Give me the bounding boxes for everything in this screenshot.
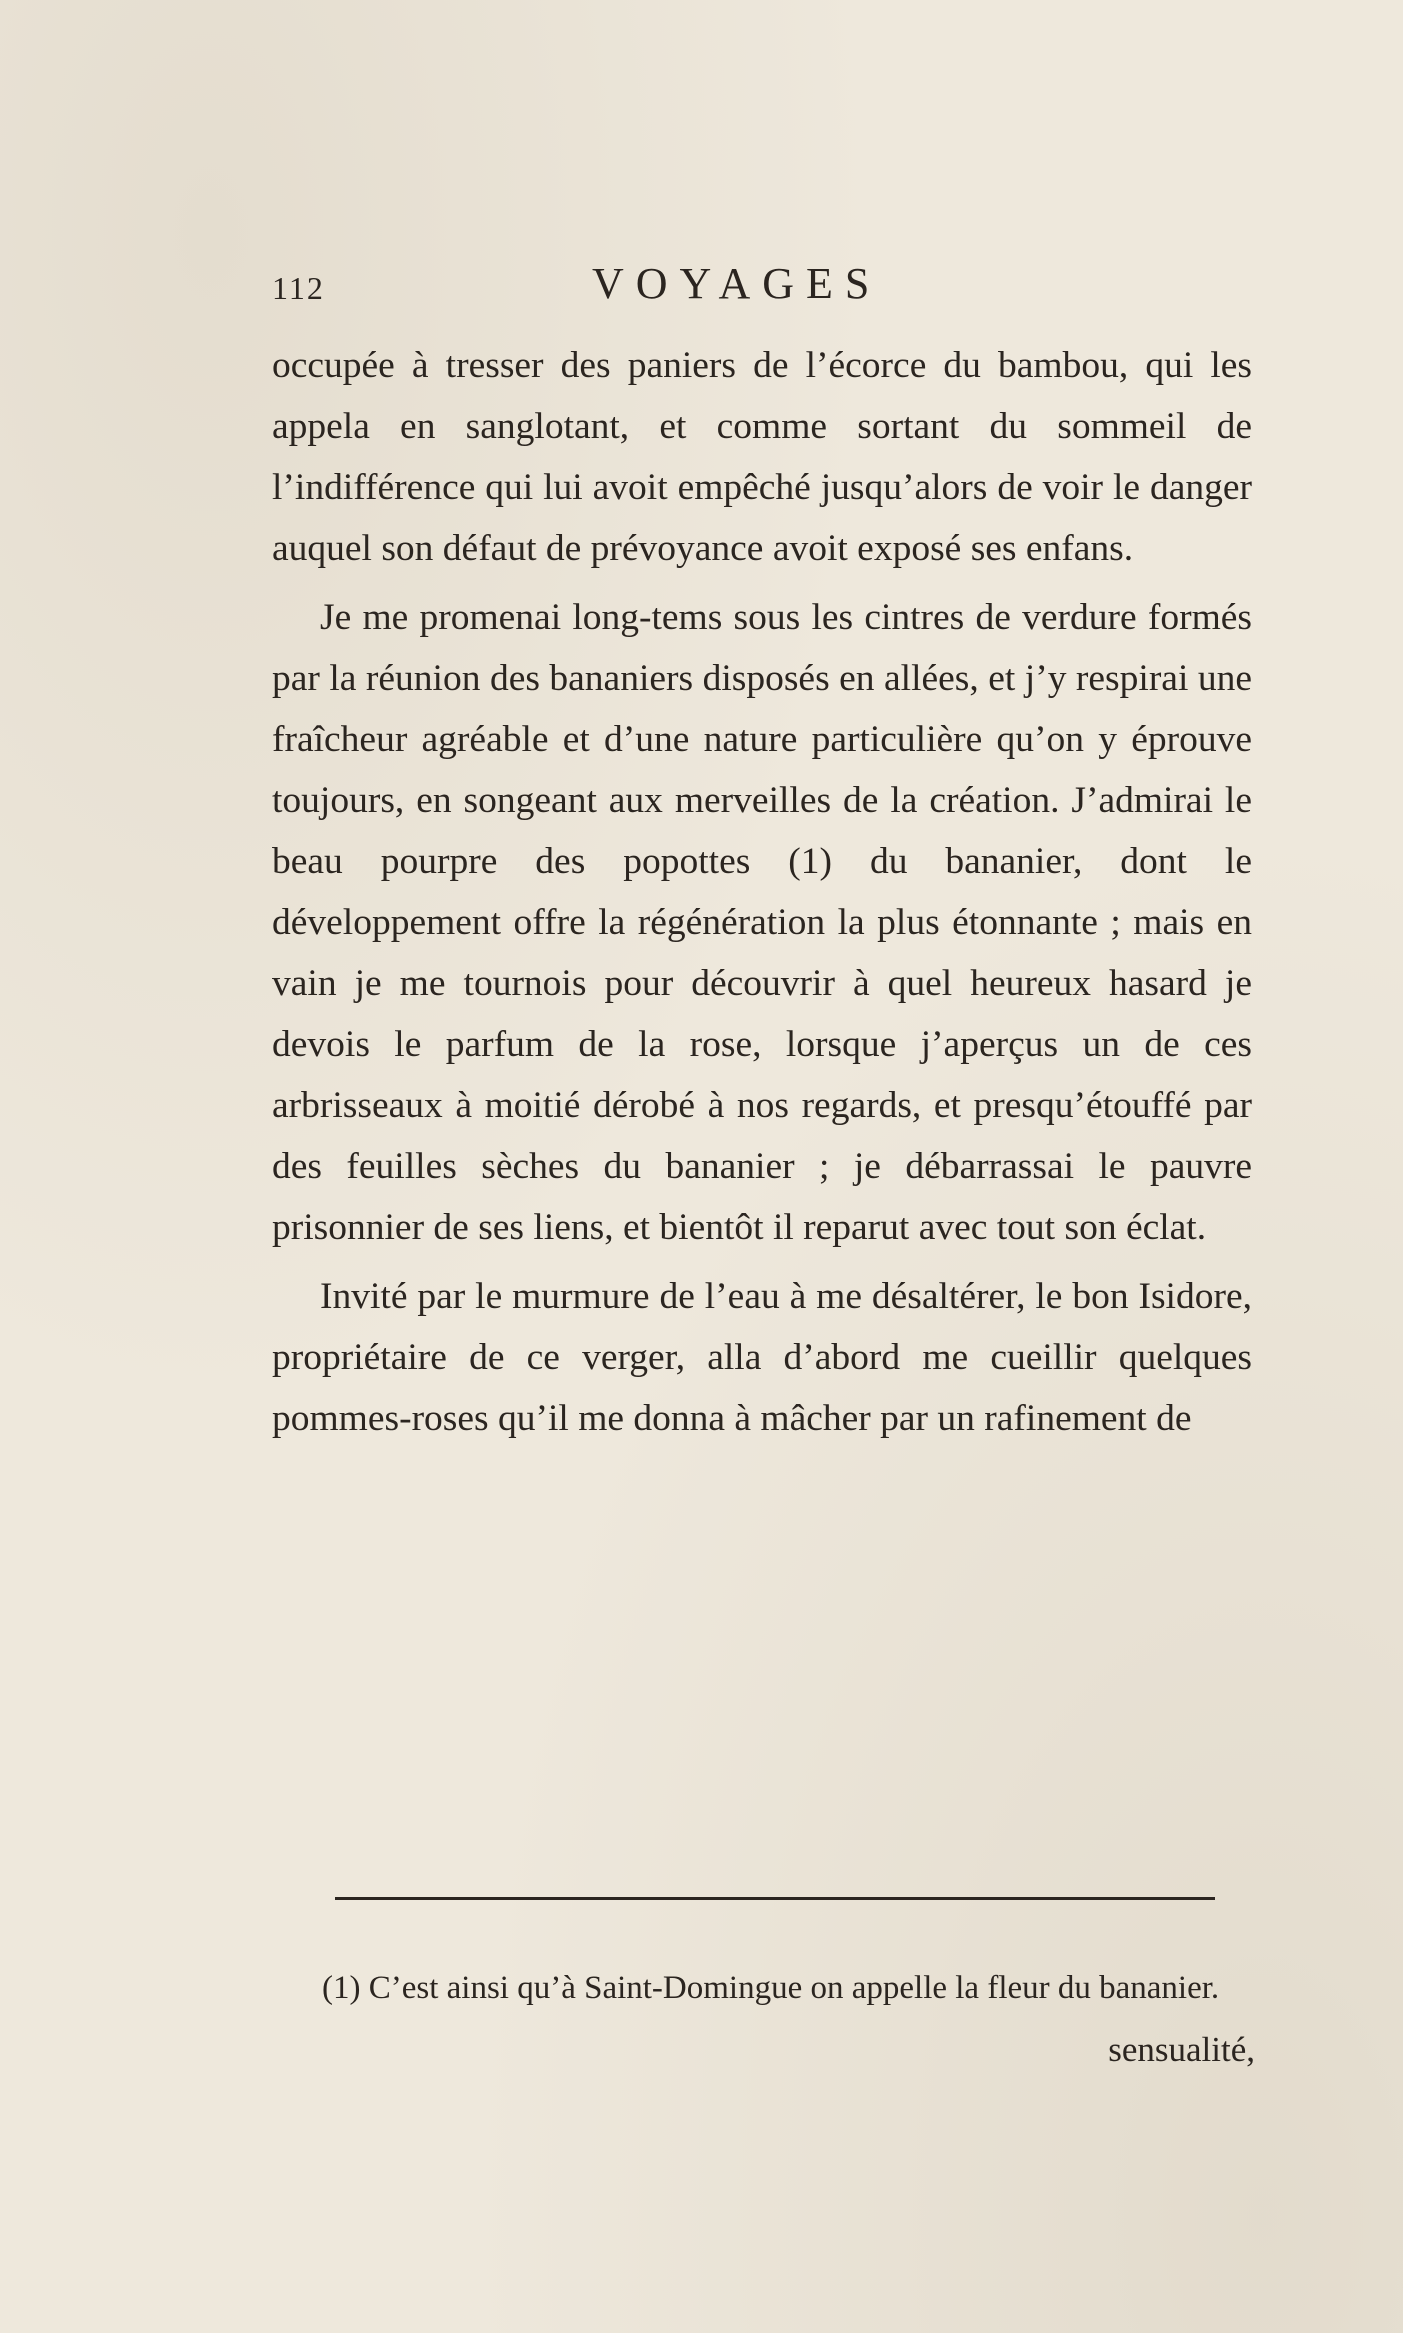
footnote-rule [335,1897,1215,1900]
catchword: sensualité, [1108,2030,1255,2069]
footnote: (1) C’est ainsi qu’à Saint-Domingue on appelle la fleur du bananier. [322,1970,1220,2006]
running-title: VOYAGES [592,259,882,308]
paragraph-1: occupée à tresser des paniers de l’écorce du bambou, qui les appela en sanglotant, et comme sortant du sommeil de l’indifférence qui lui avoit empêché jusqu’alors de voir le danger auquel son défaut de prévoyance avoit exposé ses enfans. [272,345,1252,569]
running-head [272,258,1252,318]
body-text [272,335,1252,1449]
paragraph-3: Invité par le murmure de l’eau à me désaltérer, le bon Isidore, propriétaire de ce verger, alla d’abord me cueillir quelques pommes-roses qu’il me donna à mâcher par un rafinement de [272,1276,1252,1439]
page-number: 112 [272,270,325,306]
paragraph-2: Je me promenai long-tems sous les cintres de verdure formés par la réunion des bananiers disposés en allées, et j’y respirai une fraîcheur agréable et d’une nature particulière qu’on y éprouve toujours, en songeant aux merveilles de la création. J’admirai le beau pourpre des popottes (1) du bananier, dont le développement offre la régénération la plus étonnante ; mais en vain je me tournois pour découvrir à quel heureux hasard je devois le parfum de la rose, lorsque j’aperçus un de ces arbrisseaux à moitié dérobé à nos regards, et presqu’étouffé par des feuilles sèches du bananier ; je débarrassai le pauvre prisonnier de ses liens, et bientôt il reparut avec tout son éclat. [272,597,1252,1248]
